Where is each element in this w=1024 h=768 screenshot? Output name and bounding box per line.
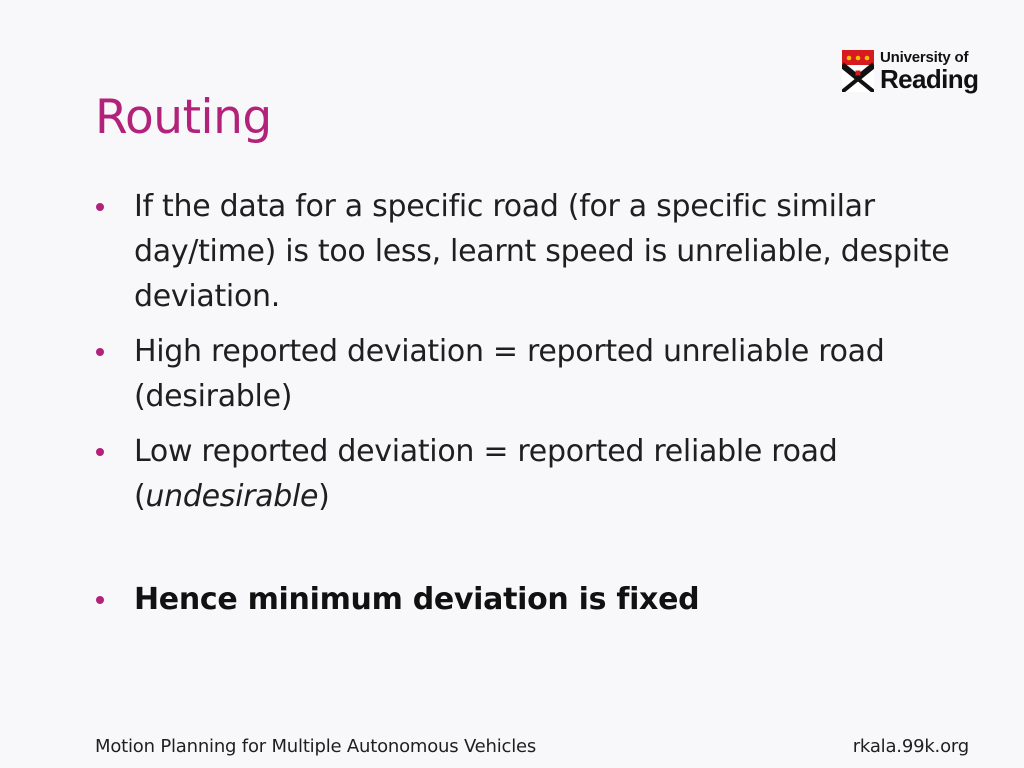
- bullet-text-suffix: ): [318, 479, 330, 514]
- bullet-item-1: [96, 184, 956, 319]
- bullet-text: If the data for a specific road (for a specific similar day/time) is too less, learnt speed is unreliable, despite deviation.: [134, 189, 950, 314]
- slide-title: Routing: [95, 90, 272, 145]
- university-logo: [842, 48, 978, 94]
- bullet-item-4: [96, 577, 956, 622]
- university-name: [880, 50, 978, 92]
- university-crest-icon: [842, 50, 874, 92]
- bullet-list: [96, 184, 956, 632]
- bullet-item-2: [96, 329, 956, 419]
- logo-line-1: University of: [880, 49, 969, 66]
- bullet-icon: [96, 348, 104, 356]
- bullet-item-3: [96, 429, 956, 519]
- bullet-icon: [96, 596, 104, 604]
- bullet-icon: [96, 203, 104, 211]
- bullet-icon: [96, 448, 104, 456]
- bullet-text-italic: undesirable: [145, 479, 319, 514]
- bullet-text-prefix: Low reported deviation = reported reliable road (: [134, 434, 838, 514]
- logo-line-2: Reading: [880, 64, 979, 94]
- bullet-text: Hence minimum deviation is fixed: [134, 582, 700, 617]
- bullet-text: High reported deviation = reported unreliable road (desirable): [134, 334, 885, 414]
- footer-title: Motion Planning for Multiple Autonomous Vehicles: [95, 736, 537, 757]
- footer-website: rkala.99k.org: [852, 736, 969, 757]
